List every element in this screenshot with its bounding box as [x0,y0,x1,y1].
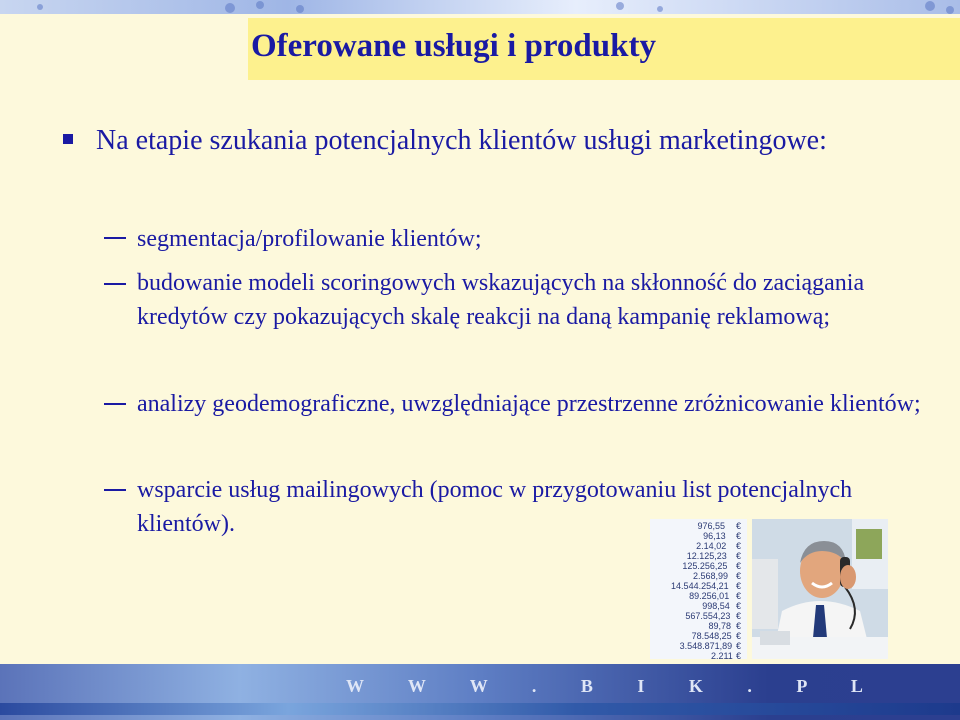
receipt-currency: € [735,601,741,611]
receipt-currency: € [735,571,741,581]
receipt-line: 2.568,99 [692,571,728,581]
sub-item-2: budowanie modeli scoringowych wskazujących na skłonność do zaciągania kredytów czy pokazujących skalę reakcji na daną kampanię reklamową; [137,270,865,330]
receipt-line: 2.211 [710,651,733,659]
receipt-line: 998,54 [702,601,730,611]
receipt-line: 89,78 [708,621,731,631]
receipt-line: 567.554,23 [685,611,731,621]
receipt-line: 14.544.254,21 [671,581,729,591]
receipt-currency: € [735,641,741,651]
receipt-currency: € [735,611,741,621]
receipt-currency: € [735,581,741,591]
footer-url: W W W . B I K . P L [346,676,883,696]
receipt-line: 89.256,01 [689,591,730,601]
dash-bullet-icon [104,283,126,285]
receipt-line: 12.125,23 [686,551,727,561]
main-bullet-text: Na etapie szukania potencjalnych klientów usługi marketingowe: [96,125,827,156]
receipt-currency: € [735,561,741,571]
businessman-on-phone-illustration [752,519,888,659]
square-bullet-icon [63,134,73,144]
receipt-currency: € [735,551,741,561]
dash-bullet-icon [104,489,126,491]
dash-bullet-icon [104,403,126,405]
receipt-image [650,519,747,659]
sub-item-4: wsparcie usług mailingowych (pomoc w przygotowaniu list potencjalnych klientów). [137,477,853,537]
slide-title: Oferowane usługi i produkty [251,28,656,64]
receipt-currency: € [735,621,741,631]
receipt-currency: € [735,591,741,601]
receipt-line: 2.14,02 [696,541,727,551]
sub-item-1: segmentacja/profilowanie klientów; [137,226,482,252]
footer-stripe [0,703,960,715]
receipt-currency: € [735,531,741,541]
receipt-currency: € [735,631,741,641]
receipt-line: 96,13 [703,531,726,541]
receipt-line: 125.256,25 [682,561,728,571]
dash-bullet-icon [104,237,126,239]
sub-item-3: analizy geodemograficzne, uwzględniające przestrzenne zróżnicowanie klientów; [137,391,921,417]
receipt-line: 3.548.871,89 [679,641,733,651]
receipt-line: 78.548,25 [691,631,732,641]
receipt-currency: € [735,521,741,531]
businessman-photo [752,519,888,659]
receipt-currency: € [735,541,741,551]
receipt-currency: € [735,651,741,659]
receipt-line: 976,55 [697,521,725,531]
